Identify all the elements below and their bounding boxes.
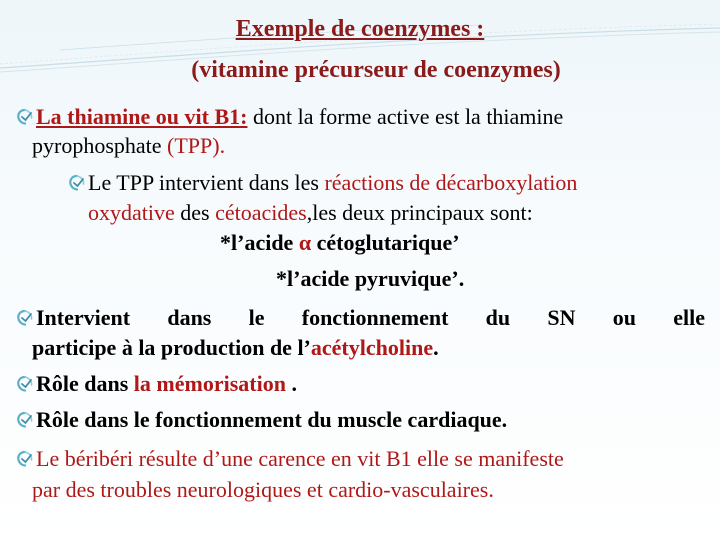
acid-alpha-ketoglutaric: *l’acide α cétoglutarique’ (220, 230, 460, 255)
paragraph-sn-line1: Intervient dans le fonctionnement du SN ou elle (16, 305, 705, 331)
paragraph-sn-line2: participe à la production de l’acétylcholine. (32, 335, 439, 360)
bullet-icon (68, 174, 86, 192)
bullet-icon (16, 375, 34, 393)
acid-pyruvic: *l’acide pyruvique’. (276, 266, 465, 291)
bullet-icon (16, 309, 34, 327)
slide-title-line2: (vitamine précurseur de coenzymes) (191, 57, 561, 83)
alpha-symbol: α (298, 230, 312, 255)
slide-title-line1: Exemple de coenzymes : (235, 16, 485, 42)
paragraph-muscle-cardiaque: Rôle dans le fonctionnement du muscle cardiaque. (16, 407, 507, 433)
paragraph-beriberi-line2: par des troubles neurologiques et cardio-vasculaires. (32, 477, 494, 502)
bullet-icon (16, 411, 34, 429)
paragraph-beriberi-line1: Le béribéri résulte d’une carence en vit B1 elle se manifeste (16, 446, 564, 472)
bullet-icon (16, 108, 34, 126)
thiamine-heading: La thiamine ou vit B1: (36, 104, 248, 129)
paragraph-thiamine-line2: pyrophosphate (TPP). (32, 133, 226, 158)
paragraph-tpp-line2: oxydative des cétoacides,les deux principaux sont: (88, 200, 533, 225)
paragraph-memorisation: Rôle dans la mémorisation . (16, 371, 297, 397)
paragraph-thiamine-line1: La thiamine ou vit B1: dont la forme active est la thiamine (16, 104, 563, 130)
paragraph-tpp-line1: Le TPP intervient dans les réactions de décarboxylation (68, 170, 577, 196)
bullet-icon (16, 450, 34, 468)
